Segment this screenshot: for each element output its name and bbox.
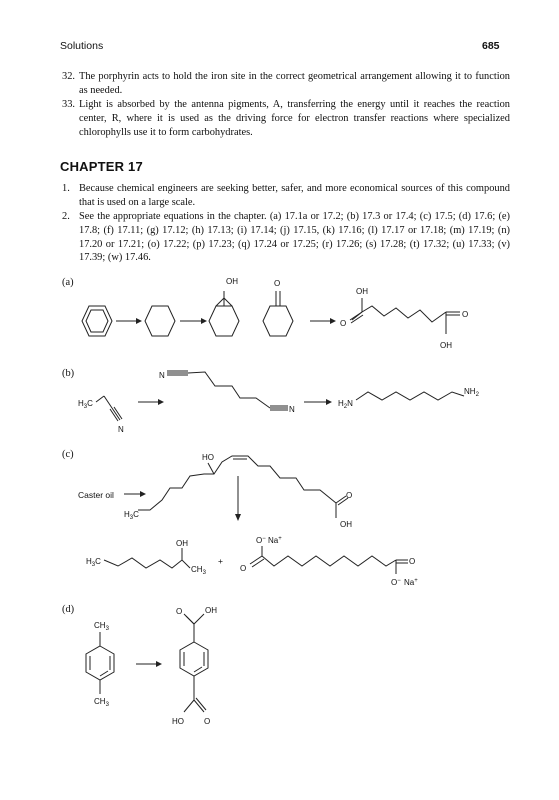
svg-text:H3C	[86, 557, 101, 568]
nitrogen-label: N	[118, 425, 124, 434]
adipic-acid-structure	[340, 287, 468, 350]
atom-label: Na	[404, 578, 415, 587]
svg-text:CH3	[191, 565, 207, 576]
part-label-b: (b)	[62, 368, 75, 379]
scheme-d	[86, 606, 217, 726]
reaction-arrow	[124, 491, 146, 497]
carbonyl-oxygen-label: O	[462, 310, 469, 319]
atom-label: O	[256, 536, 263, 545]
subscript: 3	[83, 404, 88, 410]
charge: −	[397, 578, 401, 584]
subscript: 2	[475, 392, 479, 398]
scheme-b	[78, 371, 480, 434]
svg-text:CH3	[94, 621, 110, 632]
p-xylene-structure	[86, 621, 114, 708]
charge: +	[278, 536, 282, 542]
running-header-section: Solutions	[60, 40, 104, 52]
atom-label: CH	[94, 697, 106, 706]
atom-label: O	[391, 578, 398, 587]
svg-text:H3C	[78, 399, 93, 410]
hydroxyl-label: OH	[356, 287, 368, 296]
svg-text:NH2	[464, 387, 480, 398]
sodium-sebacate-structure	[240, 536, 418, 587]
hydroxyl-label: OH	[440, 341, 452, 350]
scheme-a	[82, 277, 468, 350]
subscript: 2	[343, 404, 348, 410]
subscript: 3	[202, 570, 206, 576]
subscript: 3	[91, 562, 96, 568]
carbonyl-oxygen-label: O	[346, 491, 353, 500]
reaction-arrow	[310, 318, 336, 324]
reaction-arrow-down	[235, 476, 241, 521]
svg-text:H3C	[124, 510, 139, 521]
atom-label: H	[338, 399, 344, 408]
item-text: The porphyrin acts to hold the iron site in the correct geometrical arrangement allowing it to function as needed.	[79, 71, 510, 96]
hydroxyl-label: OH	[340, 520, 352, 529]
subscript: 3	[129, 515, 134, 521]
svg-text:Na+	[268, 536, 282, 545]
page-number: 685	[482, 40, 500, 52]
item-text: Because chemical engineers are seeking better, safer, and more economical sources of this compound that is used on a large scale.	[79, 183, 510, 208]
carbonyl-oxygen-label: O	[409, 557, 416, 566]
carbonyl-oxygen-label: O	[274, 279, 281, 288]
atom-label: CH	[191, 565, 203, 574]
atom-label: C	[87, 399, 93, 408]
cyclohexanone-structure	[263, 279, 293, 336]
acrylonitrile-structure	[78, 396, 124, 434]
hexamethylenediamine-structure	[338, 387, 480, 410]
atom-label: H	[86, 557, 92, 566]
hydroxyl-label: OH	[226, 277, 238, 286]
part-label-c: (c)	[62, 449, 74, 460]
carbonyl-oxygen-label: O	[340, 319, 347, 328]
hydroxyl-label: OH	[176, 539, 188, 548]
charge: +	[414, 578, 418, 584]
adiponitrile-structure	[159, 371, 295, 414]
hydroxyl-label: HO	[202, 453, 214, 462]
charge: −	[262, 536, 266, 542]
item-text: Light is absorbed by the antenna pigments, A, transferring the energy until it reaches the reaction center, R, where it is used as the driving force for electron transfer reactions where specialized chlorophylls use it to form carbohydrates.	[79, 99, 510, 138]
cyclohexanol-structure	[209, 277, 239, 336]
atom-label: C	[133, 510, 139, 519]
atom-label: H	[78, 399, 84, 408]
nitrogen-label: N	[289, 405, 295, 414]
reaction-arrow	[116, 318, 142, 324]
item-number: 2.	[62, 211, 70, 222]
carbonyl-oxygen-label: O	[240, 564, 247, 573]
item-number: 32.	[62, 71, 75, 82]
atom-label: H	[124, 510, 130, 519]
hydroxyl-label: OH	[205, 606, 217, 615]
svg-text:O−	[391, 578, 401, 587]
part-label-d: (d)	[62, 604, 75, 615]
caster-oil-label: Caster oil	[78, 490, 114, 500]
svg-text:O−	[256, 536, 266, 545]
svg-text:Na+	[404, 578, 418, 587]
item-number: 1.	[62, 183, 70, 194]
nitrogen-label: N	[159, 371, 165, 380]
part-label-a: (a)	[62, 277, 74, 288]
subscript: 3	[105, 626, 109, 632]
carbonyl-oxygen-label: O	[176, 607, 183, 616]
benzene-structure	[82, 306, 112, 336]
reaction-arrow	[180, 318, 207, 324]
item-text: See the appropriate equations in the chapter. (a) 17.1a or 17.2; (b) 17.3 or 17.4; (c) 17.5; (d) 17.6; (e) 17.8; (f) 17.11; (g) 17.12; (h) 17.13; (i) 17.14; (j) 17.15, (k) 17.16; (l) 17.17 or 17.18; (m) 17.19; (n) 17.20 or 17.21; (o) 17.22; (p) 17.23; (q) 17.24 or 17.25; (r) 17.26; (s) 17.28; (t) 17.32; (u) 17.33; (v) 17.39; (w) 17.46.	[79, 211, 510, 264]
reaction-arrow	[138, 399, 164, 405]
hydroxyl-label: HO	[172, 717, 184, 726]
atom-label: CH	[94, 621, 106, 630]
terephthalic-acid-structure	[172, 606, 217, 726]
chapter-heading: CHAPTER 17	[60, 159, 143, 174]
reaction-arrow	[304, 399, 332, 405]
svg-text:H2N	[338, 399, 353, 410]
atom-label: N	[347, 399, 353, 408]
atom-label: C	[95, 557, 101, 566]
plus-sign: +	[218, 556, 223, 566]
subscript: 3	[105, 702, 109, 708]
2-octanol-structure	[86, 539, 207, 576]
cyclohexane-structure	[145, 306, 175, 336]
carbonyl-oxygen-label: O	[204, 717, 211, 726]
scheme-c	[78, 453, 418, 587]
item-number: 33.	[62, 99, 75, 110]
atom-label: Na	[268, 536, 279, 545]
reaction-arrow	[136, 661, 162, 667]
atom-label: NH	[464, 387, 476, 396]
svg-text:CH3	[94, 697, 110, 708]
